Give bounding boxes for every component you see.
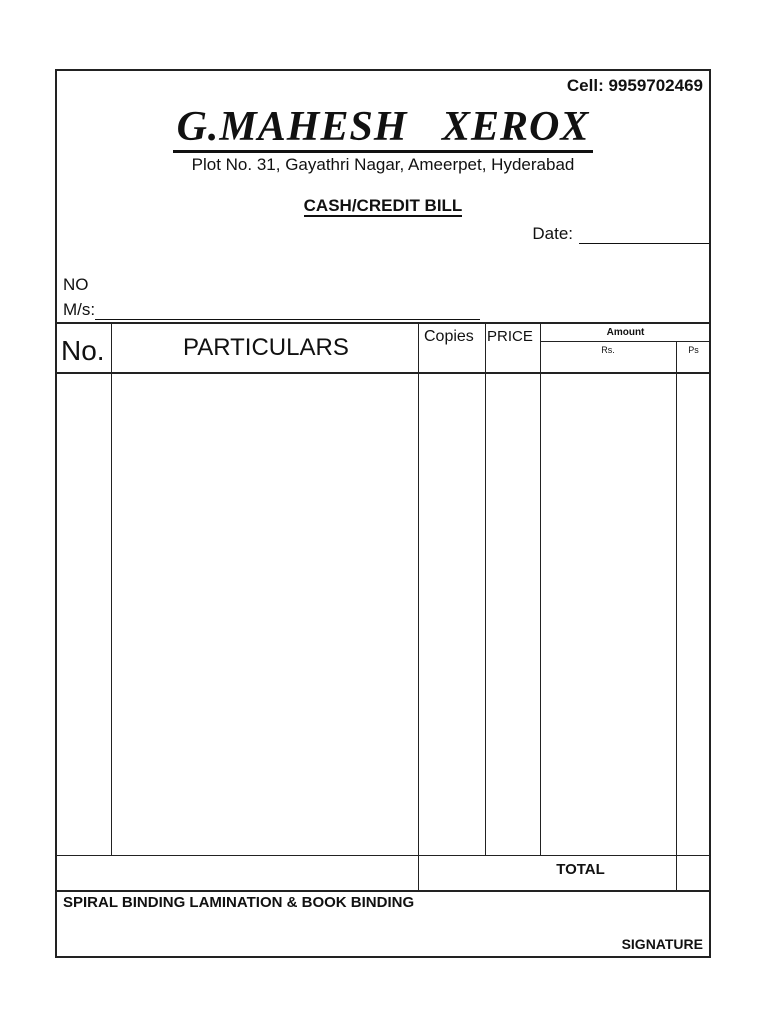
column-header-no: No. xyxy=(61,335,105,366)
customer-name-field[interactable] xyxy=(63,300,480,320)
bill-type-text: CASH/CREDIT BILL xyxy=(303,196,463,215)
column-header-ps: Ps xyxy=(688,345,699,355)
total-row-bottom-rule xyxy=(57,890,709,892)
date-blank-line[interactable] xyxy=(579,227,709,244)
column-header-copies: Copies xyxy=(424,328,474,345)
column-divider-no xyxy=(111,322,112,855)
bill-number-label: NO xyxy=(63,275,89,294)
shop-name xyxy=(57,103,709,151)
signature-label: SIGNATURE xyxy=(621,936,703,952)
total-label: TOTAL xyxy=(556,861,605,878)
column-header-particulars: PARTICULARS xyxy=(183,334,349,361)
date-field[interactable] xyxy=(532,224,709,244)
date-label: Date: xyxy=(532,224,573,243)
shop-name-text: G.MAHESH XEROX xyxy=(173,104,594,153)
customer-name-label: M/s: xyxy=(63,300,96,319)
column-header-rs: Rs. xyxy=(601,345,615,355)
cell-number: Cell: 9959702469 xyxy=(566,76,703,95)
column-divider-rs xyxy=(676,341,677,890)
column-divider-copies xyxy=(485,322,486,855)
column-divider-price xyxy=(540,322,541,855)
customer-name-blank-line[interactable] xyxy=(95,303,480,320)
table-top-rule xyxy=(57,322,709,324)
amount-subheader-rule xyxy=(540,341,711,342)
shop-address: Plot No. 31, Gayathri Nagar, Ameerpet, Hyderabad xyxy=(191,155,575,174)
column-header-amount: Amount xyxy=(606,327,645,338)
bill-type xyxy=(57,196,709,216)
services-text: SPIRAL BINDING LAMINATION & BOOK BINDING xyxy=(63,894,415,911)
column-divider-particulars xyxy=(418,322,419,890)
table-header-bottom-rule xyxy=(57,372,709,374)
table-body-bottom-rule xyxy=(57,855,709,856)
bill-form xyxy=(55,69,711,958)
column-header-price: PRICE xyxy=(487,328,533,345)
